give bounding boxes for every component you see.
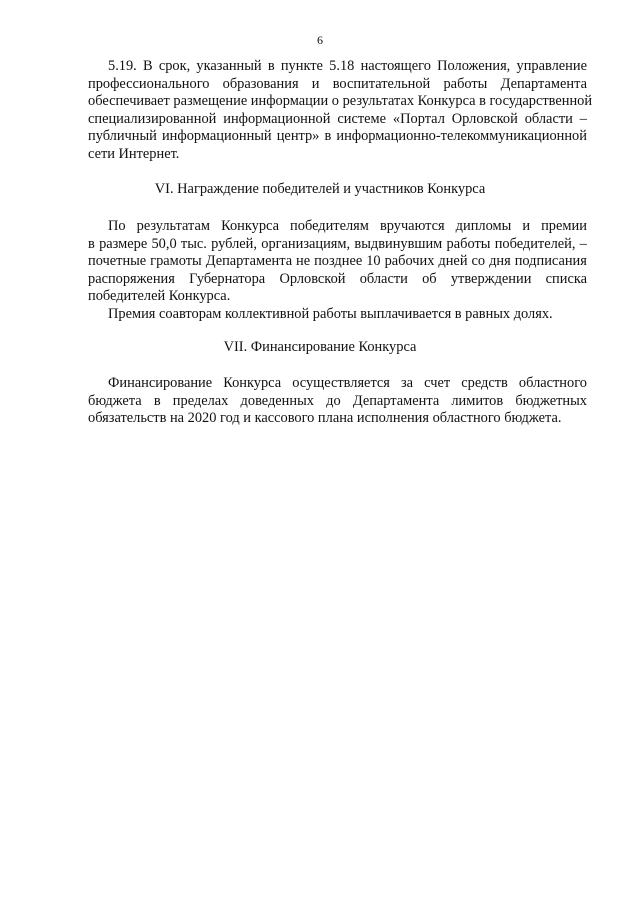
word: Орловской [451,110,518,127]
text-line [88,375,587,393]
word: публичный [88,128,157,145]
word: пределах [172,392,229,409]
paragraph-vi-awards [88,218,587,324]
word: об [422,270,437,287]
word: размере [99,235,148,252]
word: Положения, [437,58,511,74]
word: лимитов [451,392,504,409]
text-line [88,236,587,254]
word: Конкурса [221,218,279,234]
word: организациям, [261,235,351,252]
text-line [88,128,587,146]
word: работы [446,235,491,252]
word: позднее [314,253,363,270]
word: и [311,75,320,92]
text-line [88,393,587,411]
word: Губернатора [189,270,266,287]
text-line [88,58,587,76]
word: – [579,110,587,127]
word: распоряжения [88,270,175,287]
word: дипломы [455,218,512,234]
word: победителей, [494,235,576,252]
text-line: обязательств на 2020 год и кассового плана исполнения областного бюджета. [88,410,562,427]
word: счет [424,375,451,391]
word: в [267,58,275,74]
word: доведенных [240,392,314,409]
word: 50,0 [151,235,177,252]
word: утверждении [450,270,532,287]
word: бюджетных [515,392,587,409]
word: за [401,375,414,391]
word: «Портал [392,110,445,127]
word: Орловской [279,270,346,287]
word: центр» [276,128,320,145]
word: со [471,253,486,270]
word: областного [518,375,587,391]
word: рублей, [211,235,257,252]
section-vii-heading: VII. Финансирование Конкурса [223,339,417,355]
text-line: победителей Конкурса. [88,288,231,305]
word: и [522,218,531,234]
word: рабочих [384,253,435,270]
word: до [326,392,341,409]
word: 5.18 [329,58,355,74]
word: Финансирование [108,375,213,391]
word: тыс. [180,235,207,252]
word: не [296,253,311,270]
word: По [108,218,126,234]
word: в [153,392,161,409]
section-vi-heading: VI. Награждение победителей и участников Конкурса [154,181,486,197]
word: управление [516,58,587,74]
word: информационно-телекоммуникационной [336,128,587,145]
word: В [143,58,153,74]
word: информационной [223,110,331,127]
word: дня [489,253,511,270]
word: выдвинувшим [354,235,443,252]
text-line [88,218,587,236]
word: Департамента [352,392,440,409]
text-line: Премия соавторам коллективной работы выплачивается в равных долях. [108,305,553,322]
text-line [88,253,587,271]
word: почетные [88,253,147,270]
word: Департамента [500,75,587,92]
word: грамоты [150,253,202,270]
paragraph-vii-financing [88,375,587,428]
word: в [324,128,332,145]
word: профессионального [88,75,210,92]
text-line [88,111,587,129]
word: настоящего [360,58,431,74]
word: подписания [514,253,587,270]
text-line [88,76,587,94]
word: в [88,235,95,252]
word: работы [443,75,488,92]
word: списка [545,270,587,287]
word: специализированной [88,110,217,127]
word: дней [438,253,468,270]
word: бюджета [88,392,142,409]
text-line: сети Интернет. [88,145,180,162]
word: Департамента [205,253,293,270]
text-line: обеспечивает размещение информации о результатах Конкурса в государственной [88,93,593,110]
page-number: 6 [317,33,323,47]
word: результатам [136,218,210,234]
word: срок, [158,58,191,74]
word: указанный [196,58,262,74]
word: средств [461,375,508,391]
word: образования [222,75,299,92]
word: системе [337,110,387,127]
word: победителям [290,218,369,234]
word: – [579,235,587,252]
word: 5.19. [108,58,137,74]
word: воспитательной [332,75,431,92]
word: области [524,110,573,127]
paragraph-5-19 [88,58,593,164]
word: вручаются [379,218,445,234]
text-line [88,271,587,289]
word: осуществляется [292,375,390,391]
word: информационный [161,128,272,145]
word: премии [541,218,587,234]
word: Конкурса [223,375,282,391]
word: 10 [366,253,381,270]
word: области [359,270,408,287]
word: пункте [280,58,323,74]
